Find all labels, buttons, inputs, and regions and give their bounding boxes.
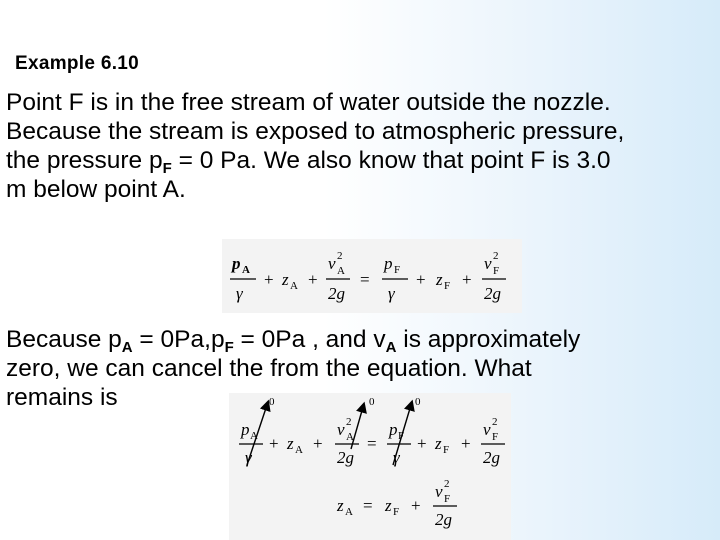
svg-text:z: z [385,496,392,515]
svg-text:2: 2 [492,416,498,428]
svg-text:p: p [389,420,398,439]
svg-text:γ: γ [245,448,252,467]
svg-text:F: F [493,265,500,277]
svg-text:F: F [443,444,450,456]
svg-text:A: A [346,431,354,443]
svg-text:2: 2 [444,478,450,490]
svg-text:F: F [444,280,451,292]
svg-text:+: + [269,434,279,453]
svg-text:+: + [308,270,318,289]
svg-text:F: F [398,430,405,442]
svg-text:v: v [337,420,345,439]
svg-text:z: z [337,496,344,515]
svg-text:+: + [411,496,421,515]
svg-text:2g: 2g [484,284,501,303]
svg-text:0: 0 [415,396,421,408]
p1-line-2: Because the stream is exposed to atmospheric pressure, [6,118,625,145]
svg-text:p: p [232,254,241,273]
svg-text:+: + [461,434,471,453]
svg-text:F: F [394,264,401,276]
svg-text:v: v [328,254,336,273]
svg-text:z: z [287,434,294,453]
svg-text:F: F [492,431,499,443]
p1-line-1: Point F is in the free stream of water outside the nozzle. [6,89,611,116]
svg-text:z: z [435,434,442,453]
svg-text:γ: γ [388,284,395,303]
svg-text:γ: γ [393,448,400,467]
svg-text:=: = [360,270,370,289]
svg-text:v: v [484,254,492,273]
svg-text:0: 0 [269,396,275,408]
svg-text:z: z [436,270,443,289]
svg-text:+: + [462,270,472,289]
svg-text:+: + [417,434,427,453]
reduced-equation-image [229,393,511,540]
svg-text:p: p [241,420,250,439]
svg-text:2g: 2g [328,284,345,303]
bernoulli-equation-image [222,239,522,313]
svg-text:+: + [264,270,274,289]
p2-line-2: zero, we can cancel the from the equation. What [6,355,532,382]
svg-text:A: A [242,264,250,276]
svg-text:A: A [345,506,353,518]
svg-text:A: A [290,280,298,292]
p1-line-4: m below point A. [6,176,186,203]
svg-text:=: = [363,496,373,515]
svg-text:+: + [416,270,426,289]
svg-text:2g: 2g [435,510,452,529]
svg-text:A: A [337,265,345,277]
svg-text:γ: γ [236,284,243,303]
p2-line-1: Because $p_A = 0Pa,p_F = 0Pa$ , and $v_A$ is approximately [6,326,581,356]
svg-text:0: 0 [369,396,375,408]
p2-line-3: remains is [6,384,118,411]
svg-text:2: 2 [346,416,352,428]
svg-text:2g: 2g [337,448,354,467]
svg-text:A: A [295,444,303,456]
svg-text:=: = [367,434,377,453]
svg-text:2g: 2g [483,448,500,467]
svg-text:F: F [444,493,451,505]
svg-text:p: p [384,254,393,273]
svg-text:2: 2 [337,250,343,262]
svg-text:v: v [483,420,491,439]
slide-title: Example 6.10 [15,53,140,74]
svg-text:F: F [393,506,400,518]
paragraph-1 [6,88,624,204]
svg-text:+: + [313,434,323,453]
p1-line-3: the pressure $p_F = 0$ Pa. We also know that point F is 3.0 [6,147,611,177]
svg-text:z: z [282,270,289,289]
svg-text:2: 2 [493,250,499,262]
svg-text:A: A [250,430,258,442]
svg-text:v: v [435,482,443,501]
